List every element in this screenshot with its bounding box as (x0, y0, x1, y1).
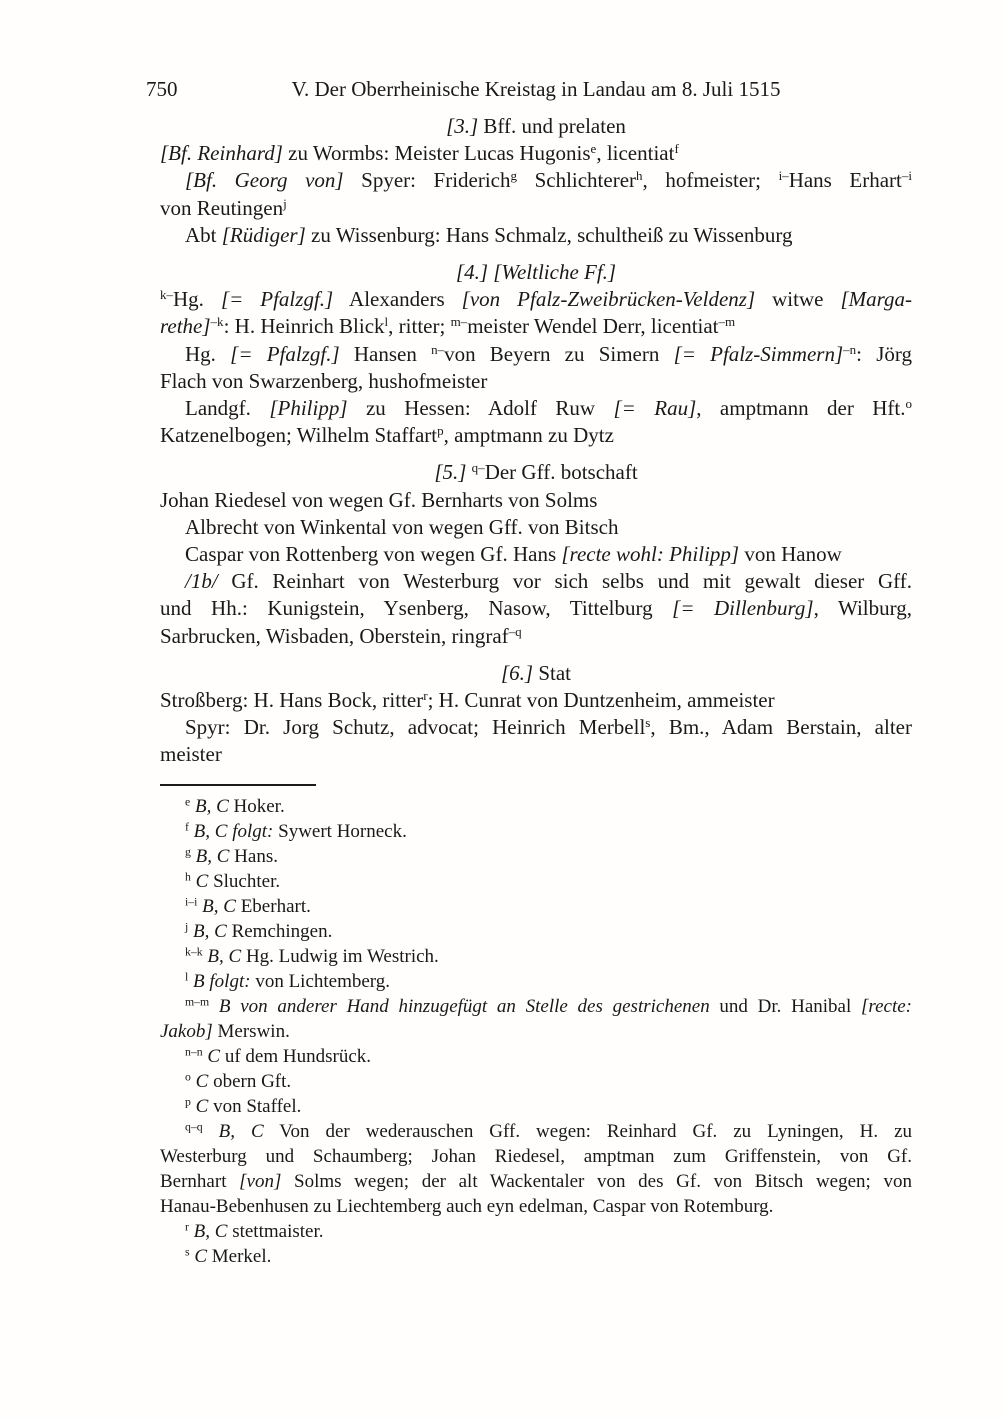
footnote-line: $^{k-k}$ B, C Hg. Ludwig im Westrich. (185, 945, 439, 967)
main-text (160, 113, 912, 769)
footnote-line: $^{i-i}$ B, C Eberhart. (185, 895, 311, 917)
footnote-line: $^f$ B, C folgt: Sywert Horneck. (185, 820, 407, 842)
footnote-line: Hanau-Bebenhusen zu Liechtemberg auch eyn edelman, Caspar von Rotemburg. (160, 1195, 774, 1217)
running-title: V. Der Oberrheinische Kreistag in Landau am 8. Juli 1515 (291, 77, 781, 101)
text-line: Spyr: Dr. Jorg Schutz, advocat; Heinrich Merbell$^s$, Bm., Adam Berstain, alter (185, 715, 912, 740)
footnote-line: $^{m-m}$ B von anderer Hand hinzugefügt an Stelle des gestrichenen und Dr. Hanibal [recte: (185, 995, 912, 1017)
footnote-line: Bernhart [von] Solms wegen; der alt Wackentaler von des Gf. von Bitsch wegen; von (160, 1170, 912, 1192)
footnote-line: Jakob] Merswin. (160, 1020, 290, 1042)
footnote-line: $^h$ C Sluchter. (185, 870, 281, 892)
text-line: Landgf. [Philipp] zu Hessen: Adolf Ruw [= Rau], amptmann der Hft.$^o$ (185, 395, 912, 421)
text-line: Caspar von Rottenberg von wegen Gf. Hans [recte wohl: Philipp] von Hanow (185, 542, 842, 567)
footnote-line: $^e$ B, C Hoker. (185, 795, 285, 817)
footnote-line: $^{q-q}$ B, C Von der wederauschen Gff. wegen: Reinhard Gf. zu Lyningen, H. zu (185, 1120, 913, 1142)
section-heading: [4.] [Weltliche Ff.] (455, 260, 617, 285)
footnote-line: $^p$ C von Staffel. (185, 1095, 302, 1117)
footnote-line: $^s$ C Merkel. (185, 1245, 272, 1267)
text-line: /1b/ Gf. Reinhart von Westerburg vor sich selbs und mit gewalt dieser Gff. (185, 569, 912, 594)
footnote-line: $^l$ B folgt: von Lichtemberg. (185, 970, 391, 992)
footnote-line: $^g$ B, C Hans. (185, 845, 278, 867)
section-heading: [3.] Bff. und prelaten (446, 114, 626, 138)
footnote-line: $^j$ B, C Remchingen. (185, 920, 333, 942)
text-line: Flach von Swarzenberg, hushofmeister (160, 368, 488, 393)
section-heading: [6.] Stat (500, 660, 572, 685)
text-line: Sarbrucken, Wisbaden, Oberstein, ringraf$^{-q}$ (160, 623, 522, 648)
footnote-line: $^{n-n}$ C uf dem Hundsrück. (185, 1045, 372, 1067)
text-line: Katzenelbogen; Wilhelm Staffart$^p$, amptmann zu Dytz (160, 423, 614, 448)
text-line: von Reutingen$^j$ (160, 195, 287, 220)
text-line: Albrecht von Winkental von wegen Gff. von Bitsch (185, 514, 619, 539)
text-line: rethe]$^{-k}$: H. Heinrich Blick$^l$, ritter; $^{m-}$meister Wendel Derr, licentiat$^{-m}$ (160, 314, 736, 339)
text-line: und Hh.: Kunigstein, Ysenberg, Nasow, Tittelburg [= Dillenburg], Wilburg, (160, 596, 912, 621)
text-line: [Bf. Reinhard] zu Wormbs: Meister Lucas Hugonis$^e$, licentiat$^f$ (160, 141, 679, 166)
footnote-line: $^o$ C obern Gft. (185, 1070, 292, 1092)
text-line: meister (160, 742, 222, 767)
text-line: $^{k-}$Hg. [= Pfalzgf.] Alexanders [von Pfalz-Zweibrücken-Veldenz] witwe [Marga- (160, 287, 912, 312)
footnote-line: Westerburg und Schaumberg; Johan Riedesel, amptman zum Griffenstein, von Gf. (160, 1145, 912, 1167)
text-line: Stroßberg: H. Hans Bock, ritter$^r$; H. Cunrat von Duntzenheim, ammeister (160, 687, 775, 713)
text-line: Abt [Rüdiger] zu Wissenburg: Hans Schmalz, schultheiß zu Wissenburg (185, 222, 793, 247)
text-line: Johan Riedesel von wegen Gf. Bernharts von Solms (160, 487, 598, 512)
page-header (146, 76, 912, 103)
section-heading: [5.] $^{q-}$Der Gff. botschaft (434, 460, 638, 485)
footnote-line: $^r$ B, C stettmaister. (185, 1220, 324, 1242)
footnotes (160, 794, 912, 1269)
text-line: [Bf. Georg von] Spyer: Friderich$^g$ Schlichterer$^h$, hofmeister; $^{i-}$Hans Erhart$^{-i}$ (185, 168, 912, 193)
text-line: Hg. [= Pfalzgf.] Hansen $^{n-}$von Beyern zu Simern [= Pfalz-Simmern]$^{-n}$: Jörg (185, 341, 912, 366)
page-number: 750 (146, 77, 178, 101)
footnote-separator (160, 784, 316, 786)
